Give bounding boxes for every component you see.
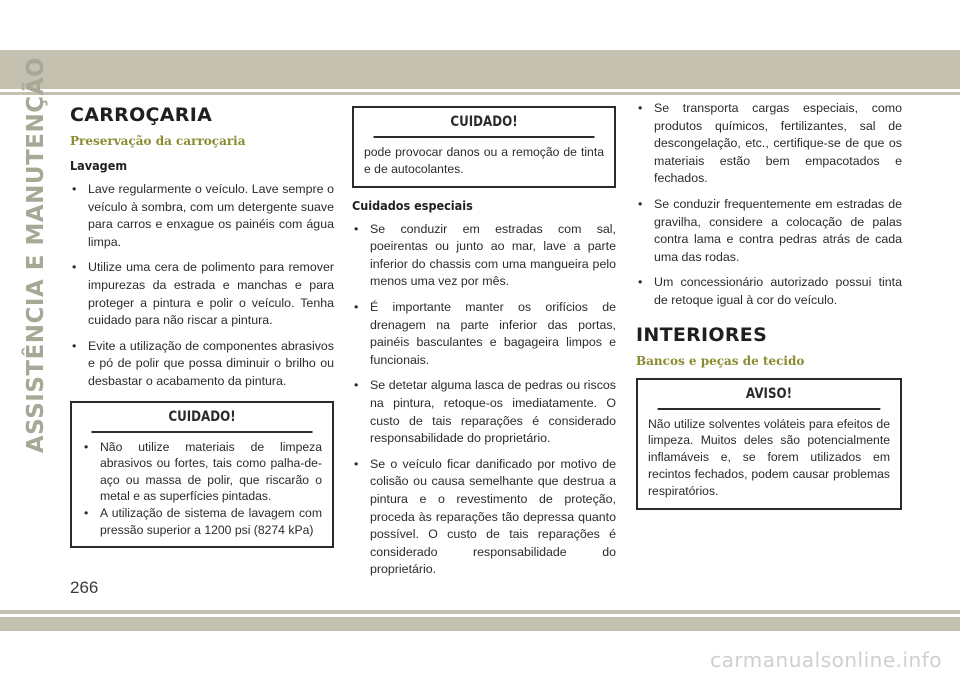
- section-cuidados-especiais: Cuidados especiais: [352, 197, 473, 213]
- header-bar: [0, 50, 960, 89]
- warning-box: [636, 378, 902, 510]
- list-item: • Se transporta cargas especiais, como produtos químicos, fertilizantes, sal de descongelação, etc., certifique-se de que os materiais estão bem empacotados e fechados.: [636, 100, 902, 188]
- cuidados-list: [352, 221, 616, 579]
- subheading-preservacao: Preservação da carroçaria: [70, 134, 246, 148]
- list-item: • Lave regularmente o veículo. Lave sempre o veículo à sombra, com um detergente suave para carros e enxague os painéis com água limpa.: [70, 181, 334, 251]
- heading-interiores: INTERIORES: [636, 323, 768, 346]
- caution-title: CUIDADO!: [374, 108, 595, 138]
- caution-list: [82, 439, 322, 539]
- warning-body: [638, 410, 900, 508]
- footer-rule: [0, 610, 960, 614]
- watermark-text: carmanualsonline.info: [710, 648, 942, 672]
- list-item: • Se conduzir em estradas com sal, poeirentas ou junto ao mar, lave a parte inferior do chassis com uma mangueira pelo menos uma vez por mês.: [352, 221, 616, 291]
- sidebar-chapter-title: [18, 56, 54, 454]
- column-2: [352, 96, 616, 587]
- caution-title: CUIDADO!: [92, 403, 313, 433]
- caution-body: [354, 138, 614, 186]
- header-rule: [0, 92, 960, 95]
- sidebar-title-text: ASSISTÊNCIA E MANUTENÇÃO: [23, 56, 49, 454]
- list-item: • Utilize uma cera de polimento para remover impurezas da estrada e manchas e para proteger a pintura e polir o veículo. Tenha cuidado para não riscar a pintura.: [70, 259, 334, 329]
- header-band: [0, 0, 960, 50]
- list-item: • A utilização de sistema de lavagem com pressão superior a 1200 psi (8274 kPa): [82, 505, 322, 538]
- list-item: • Se conduzir frequentemente em estradas de gravilha, considere a colocação de palas contra lama e contra pedras atrás de cada uma das rodas.: [636, 196, 902, 266]
- caution-text: pode provocar danos ou a remoção de tinta e de autocolantes.: [364, 145, 604, 176]
- special-loads-list: [636, 100, 902, 310]
- column-1: [70, 100, 334, 558]
- lavagem-list: [70, 181, 334, 391]
- list-item: • Não utilize materiais de limpeza abrasivos ou fortes, tais como palha-de-aço ou massa de polir, que riscarão o metal e as superfícies pintadas.: [82, 439, 322, 505]
- caution-body: [72, 433, 332, 547]
- column-3: [636, 100, 902, 520]
- heading-carrocaria: CARROÇARIA: [70, 104, 213, 126]
- caution-box-2: [352, 106, 616, 188]
- subheading-bancos: Bancos e peças de tecido: [636, 353, 805, 368]
- list-item: • Se detetar alguma lasca de pedras ou riscos na pintura, retoque-os imediatamente. O custo de tais reparações é considerado responsabilidade do proprietário.: [352, 377, 616, 447]
- section-lavagem: Lavagem: [70, 158, 128, 173]
- list-item: • É importante manter os orifícios de drenagem na parte inferior das portas, painéis basculantes e bagageira limpos e funcionais.: [352, 299, 616, 369]
- caution-box-1: [70, 401, 334, 549]
- page-number: 266: [70, 578, 99, 597]
- list-item: • Se o veículo ficar danificado por motivo de colisão ou causa semelhante que destrua a pintura e o revestimento de proteção, proceda às reparações tão depressa quanto possível. O custo de tais reparações é considerado responsabilidade do proprietário.: [352, 456, 616, 579]
- list-item: • Evite a utilização de componentes abrasivos e pó de polir que possa diminuir o brilho ou desbastar o acabamento da pintura.: [70, 338, 334, 391]
- warning-title: AVISO!: [658, 380, 881, 410]
- warning-text: Não utilize solventes voláteis para efeitos de limpeza. Muitos deles são potencialmente inflamáveis e, se forem utilizados em recintos fechados, podem causar problemas respiratórios.: [648, 416, 890, 498]
- list-item: • Um concessionário autorizado possui tinta de retoque igual à cor do veículo.: [636, 274, 902, 309]
- footer-band: [0, 617, 960, 631]
